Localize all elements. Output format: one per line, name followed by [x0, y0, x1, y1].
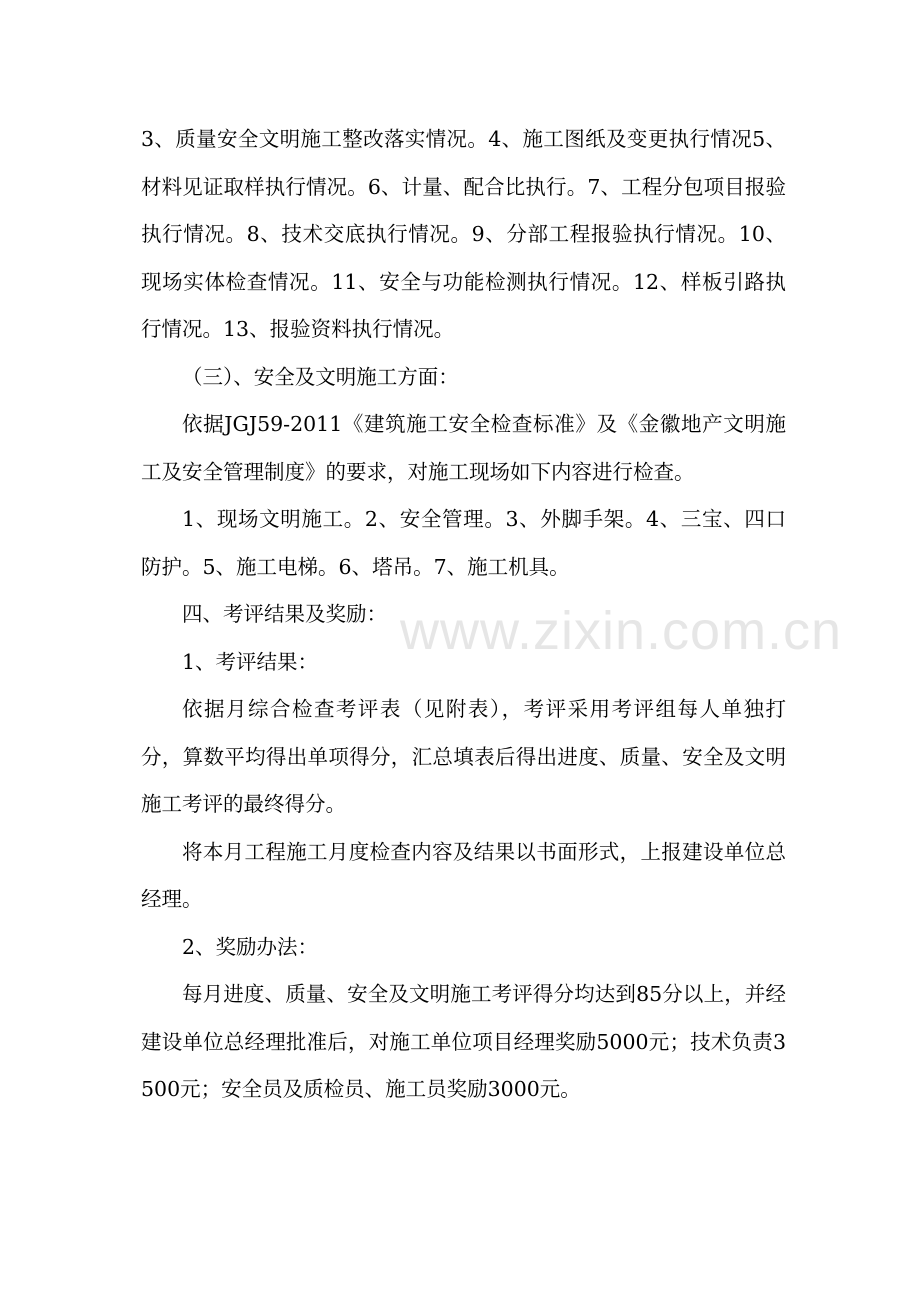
paragraph-reward-details: 每月进度、质量、安全及文明施工考评得分均达到85分以上，并经建设单位总经理批准后，对施工单位项目经理奖励5000元；技术负责3500元；安全员及质检员、施工员奖励3000元。 — [141, 982, 786, 1101]
watermark-text: www.zixin.com.cn — [400, 601, 843, 661]
document-body — [141, 116, 786, 1114]
paragraph-safety-basis: 依据JGJ59-2011《建筑施工安全检查标准》及《金徽地产文明施工及安全管理制度》的要求，对施工现场如下内容进行检查。 — [141, 412, 786, 484]
paragraph-report-submission: 将本月工程施工月度检查内容及结果以书面形式，上报建设单位总经理。 — [141, 839, 786, 911]
section-heading-safety: （三）、安全及文明施工方面： — [182, 364, 459, 389]
paragraph-inspection-items: 3、质量安全文明施工整改落实情况。4、施工图纸及变更执行情况5、材料见证取样执行情况。6、计量、配合比执行。7、工程分包项目报验执行情况。8、技术交底执行情况。9、分部工程报验执行情况。10、现场实体检查情况。11、安全与功能检测执行情况。12、样板引路执行情况。13、报验资料执行情况。 — [141, 127, 786, 341]
subheading-reward-method: 2、奖励办法： — [182, 934, 319, 959]
section-heading-results: 四、考评结果及奖励： — [182, 602, 387, 626]
paragraph-safety-items: 1、现场文明施工。2、安全管理。3、外脚手架。4、三宝、四口防护。5、施工电梯。6、塔吊。7、施工机具。 — [141, 507, 786, 579]
subheading-evaluation-results: 1、考评结果： — [182, 649, 319, 674]
paragraph-evaluation-method: 依据月综合检查考评表（见附表），考评采用考评组每人单独打分，算数平均得出单项得分，汇总填表后得出进度、质量、安全及文明施工考评的最终得分。 — [141, 697, 786, 816]
